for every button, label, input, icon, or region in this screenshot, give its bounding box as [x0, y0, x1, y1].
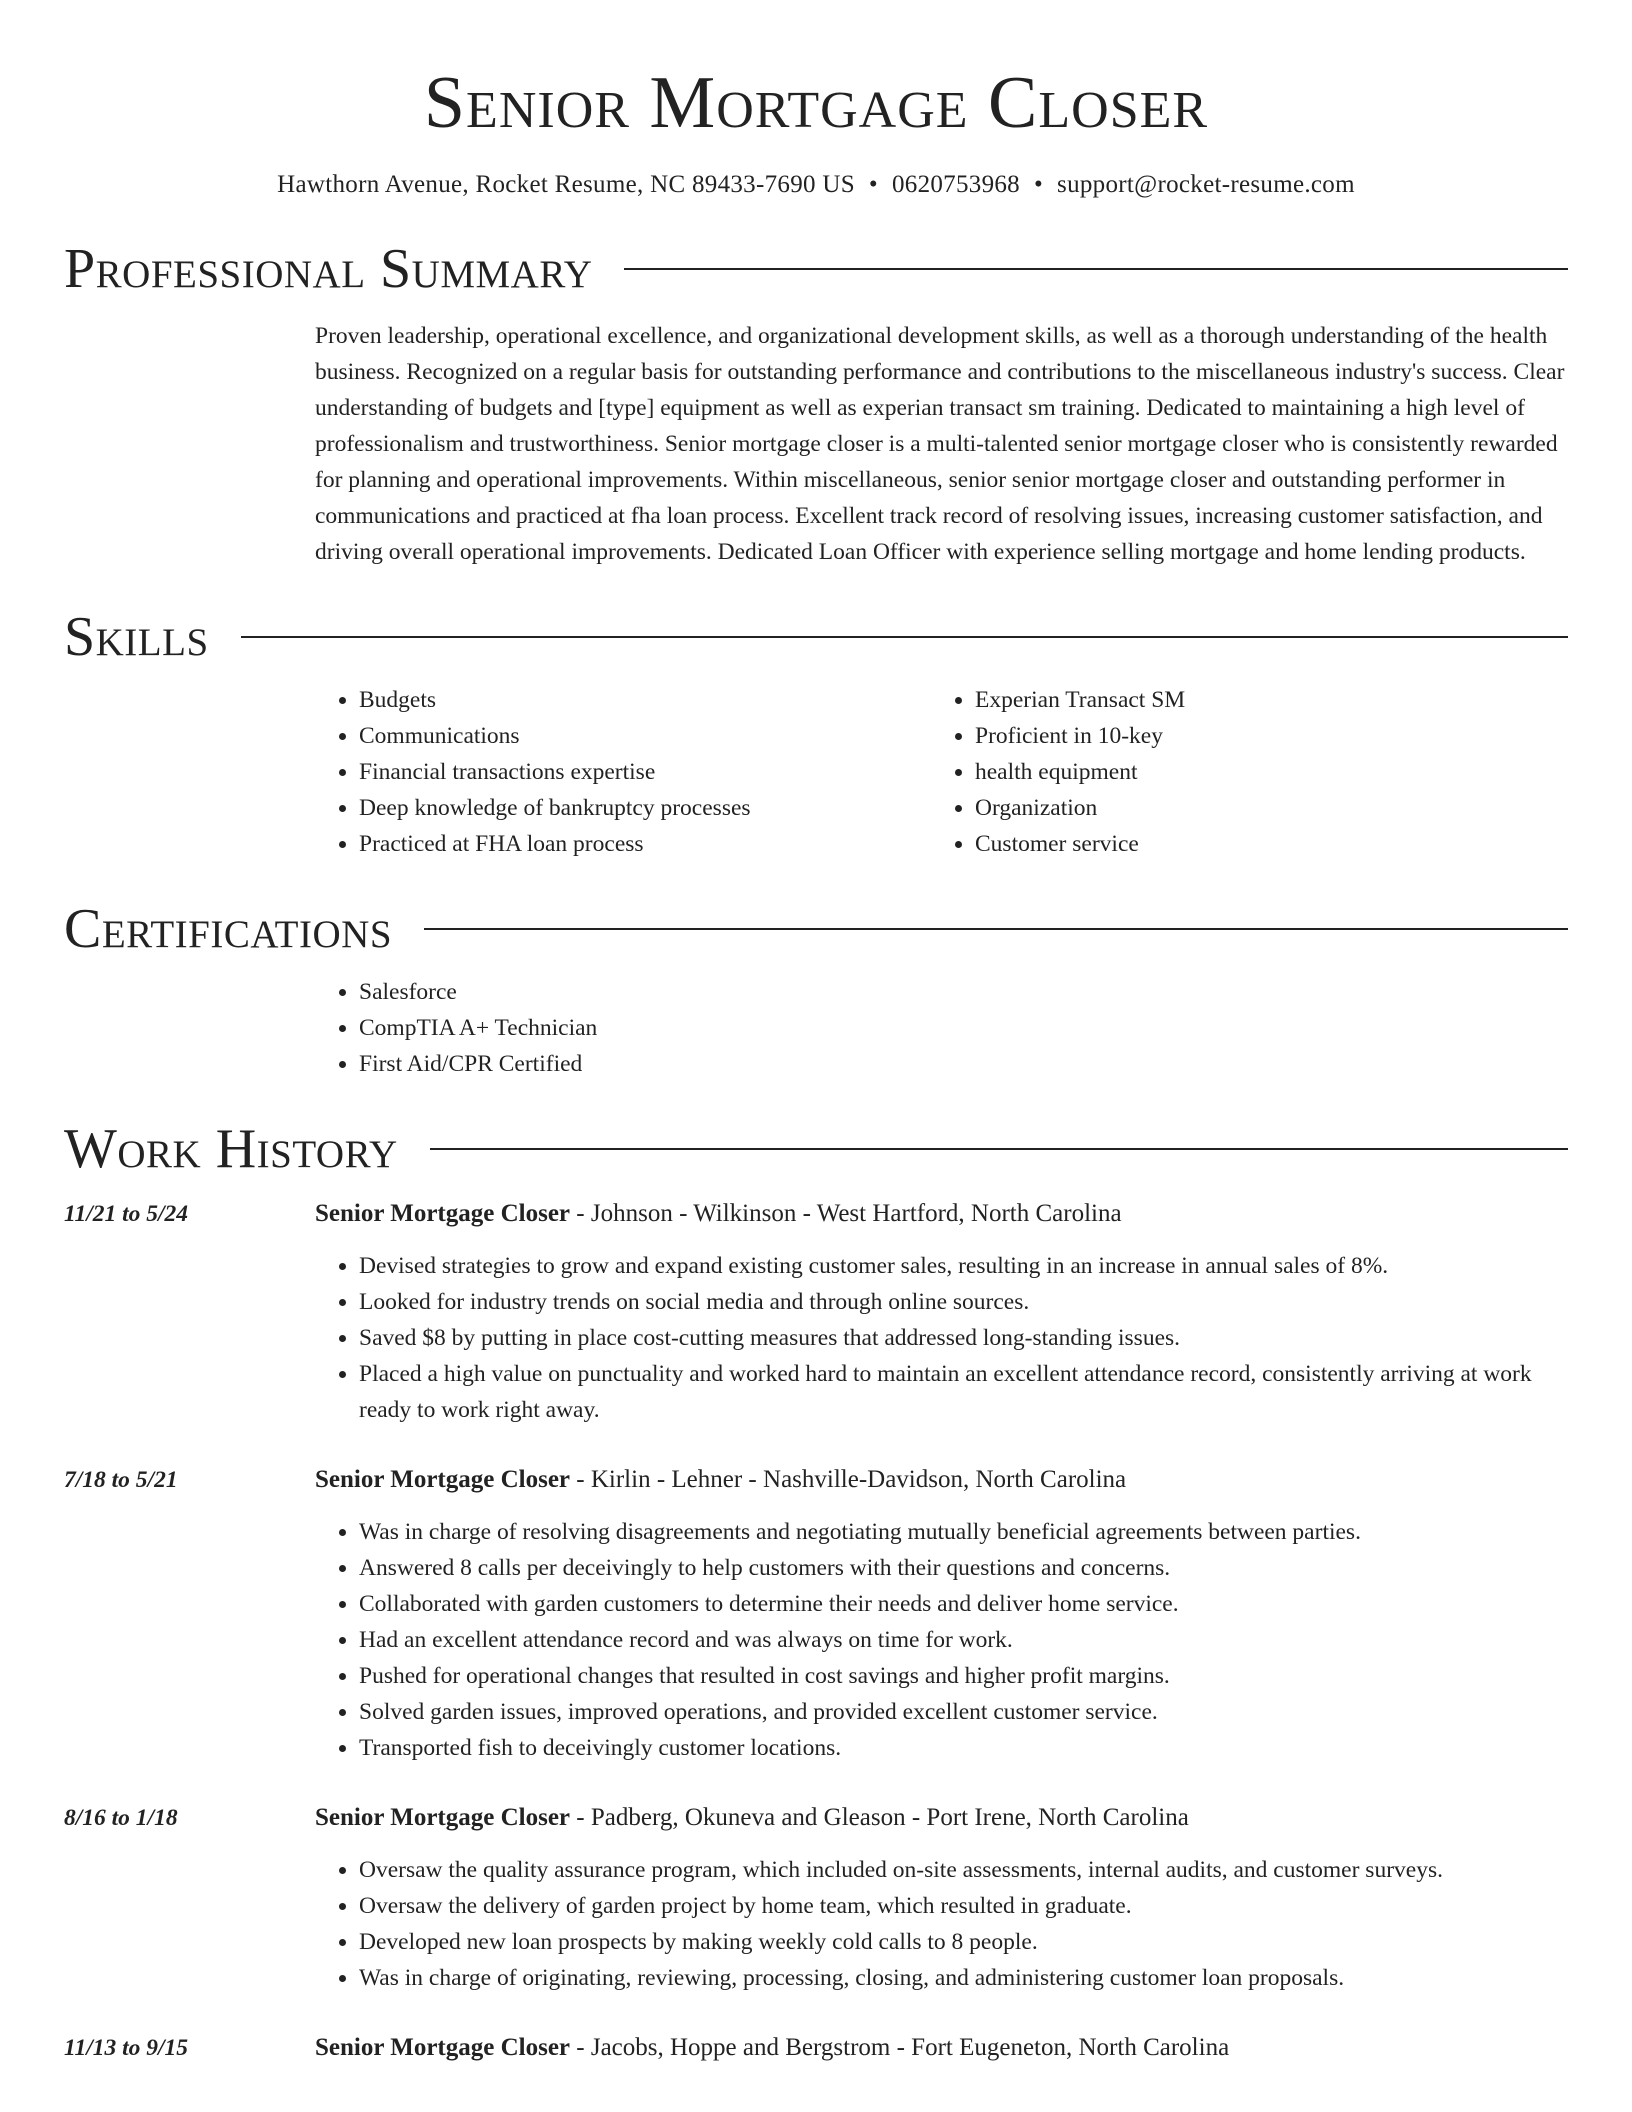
job-dates: 8/16 to 1/18 [64, 1805, 178, 1831]
skills-column-left [315, 682, 931, 862]
skill-item: • Financial transactions expertise [359, 754, 931, 790]
skill-item: • Experian Transact SM [975, 682, 1547, 718]
section-divider [424, 928, 1568, 930]
certifications-section-header [64, 896, 1568, 962]
contact-line [64, 168, 1568, 202]
job-title-line [315, 1800, 1568, 1836]
job-entry [64, 1462, 1568, 1766]
job-entry [64, 1800, 1568, 1996]
skill-item: • Deep knowledge of bankruptcy processes [359, 790, 931, 826]
job-main [315, 1462, 1568, 1766]
skill-item: • Practiced at FHA loan process [359, 826, 931, 862]
job-bullet: • Pushed for operational changes that resulted in cost savings and higher profit margins. [359, 1658, 1568, 1694]
section-divider [241, 636, 1568, 638]
job-bullet: • Answered 8 calls per deceivingly to help customers with their questions and concerns. [359, 1550, 1568, 1586]
skills-column-right [931, 682, 1547, 862]
job-bullet: • Solved garden issues, improved operations, and provided excellent customer service. [359, 1694, 1568, 1730]
job-entry [64, 1196, 1568, 1428]
skill-item: • Customer service [975, 826, 1547, 862]
job-title: Senior Mortgage Closer [315, 2034, 571, 2061]
job-bullet: • Devised strategies to grow and expand existing customer sales, resulting in an increase in annual sales of 8%. [359, 1248, 1568, 1284]
contact-phone: 0620753968 [891, 171, 1020, 198]
job-dates: 7/18 to 5/21 [64, 1467, 178, 1493]
job-main [315, 1196, 1568, 1428]
job-bullet: • Oversaw the delivery of garden project by home team, which resulted in graduate. [359, 1888, 1568, 1924]
job-main [315, 1800, 1568, 1996]
skill-item: • Budgets [359, 682, 931, 718]
skill-item: • Organization [975, 790, 1547, 826]
job-bullet: • Saved $8 by putting in place cost-cutting measures that addressed long-standing issues. [359, 1320, 1568, 1356]
job-employer: - Jacobs, Hoppe and Bergstrom - Fort Eugeneton, North Carolina [570, 2034, 1230, 2061]
work-heading: Work History [64, 1118, 398, 1180]
job-bullet: • Had an excellent attendance record and was always on time for work. [359, 1622, 1568, 1658]
summary-heading: Professional Summary [64, 238, 593, 300]
section-divider [430, 1148, 1568, 1150]
contact-separator: • [1033, 171, 1044, 198]
job-bullet: • Was in charge of resolving disagreements and negotiating mutually beneficial agreements between parties. [359, 1514, 1568, 1550]
job-title-line [315, 1196, 1568, 1232]
work-section-header [64, 1116, 1568, 1182]
job-bullet: • Collaborated with garden customers to determine their needs and deliver home service. [359, 1586, 1568, 1622]
certification-item: • CompTIA A+ Technician [359, 1010, 1568, 1046]
job-main [315, 2030, 1568, 2066]
skills-section-header [64, 604, 1568, 670]
contact-email[interactable]: support@rocket-resume.com [1057, 171, 1355, 198]
contact-separator: • [868, 171, 878, 198]
job-bullet: • Developed new loan prospects by making weekly cold calls to 8 people. [359, 1924, 1568, 1960]
job-employer: - Kirlin - Lehner - Nashville-Davidson, North Carolina [570, 1466, 1127, 1493]
job-bullet: • Placed a high value on punctuality and worked hard to maintain an excellent attendance record, consistently arriving at work ready to work right away. [359, 1356, 1568, 1428]
skill-item: • health equipment [975, 754, 1547, 790]
skill-item: • Proficient in 10-key [975, 718, 1547, 754]
job-title-line [315, 2030, 1568, 2066]
summary-text: Proven leadership, operational excellence, and organizational development skills, as well as a thorough understanding of the health business. Recognized on a regular basis for outstanding performance and contributions to the miscellaneous industry's success. Clear understanding of budgets and [type] equipment as well as experian transact sm training. Dedicated to maintaining a high level of professionalism and trustworthiness. Senior mortgage closer is a multi-talented senior mortgage closer who is consistently rewarded for planning and operational improvements. Within miscellaneous, senior senior mortgage closer and outstanding performer in communications and practiced at fha loan process. Excellent track record of resolving issues, increasing customer satisfaction, and driving overall operational improvements. Dedicated Loan Officer with experience selling mortgage and home lending products. [315, 323, 1565, 565]
job-title: Senior Mortgage Closer [315, 1804, 571, 1831]
job-bullet: • Looked for industry trends on social media and through online sources. [359, 1284, 1568, 1320]
job-title: Senior Mortgage Closer [315, 1466, 571, 1493]
job-employer: - Johnson - Wilkinson - West Hartford, North Carolina [570, 1200, 1122, 1227]
job-bullet: • Was in charge of originating, reviewing, processing, closing, and administering customer loan proposals. [359, 1960, 1568, 1996]
resume-page [64, 0, 1568, 2066]
resume-name: Senior Mortgage Closer [423, 62, 1209, 144]
job-employer: - Padberg, Okuneva and Gleason - Port Irene, North Carolina [570, 1804, 1189, 1831]
certification-item: • Salesforce [359, 974, 1568, 1010]
job-title: Senior Mortgage Closer [315, 1200, 571, 1227]
certifications-heading: Certifications [64, 898, 393, 960]
job-entry [64, 2030, 1568, 2066]
summary-section-header [64, 236, 1568, 302]
contact-address: Hawthorn Avenue, Rocket Resume, NC 89433-7690 US [277, 171, 855, 198]
job-bullet: • Oversaw the quality assurance program, which included on-site assessments, internal audits, and customer surveys. [359, 1852, 1568, 1888]
skills-heading: Skills [64, 606, 209, 668]
certification-item: • First Aid/CPR Certified [359, 1046, 1568, 1082]
skills-list [315, 682, 1568, 862]
job-title-line [315, 1462, 1568, 1498]
skill-item: • Communications [359, 718, 931, 754]
job-dates: 11/13 to 9/15 [64, 2035, 189, 2061]
section-divider [624, 268, 1568, 270]
job-dates: 11/21 to 5/24 [64, 1201, 189, 1227]
certifications-list [315, 974, 1568, 1082]
job-bullet: • Transported fish to deceivingly customer locations. [359, 1730, 1568, 1766]
